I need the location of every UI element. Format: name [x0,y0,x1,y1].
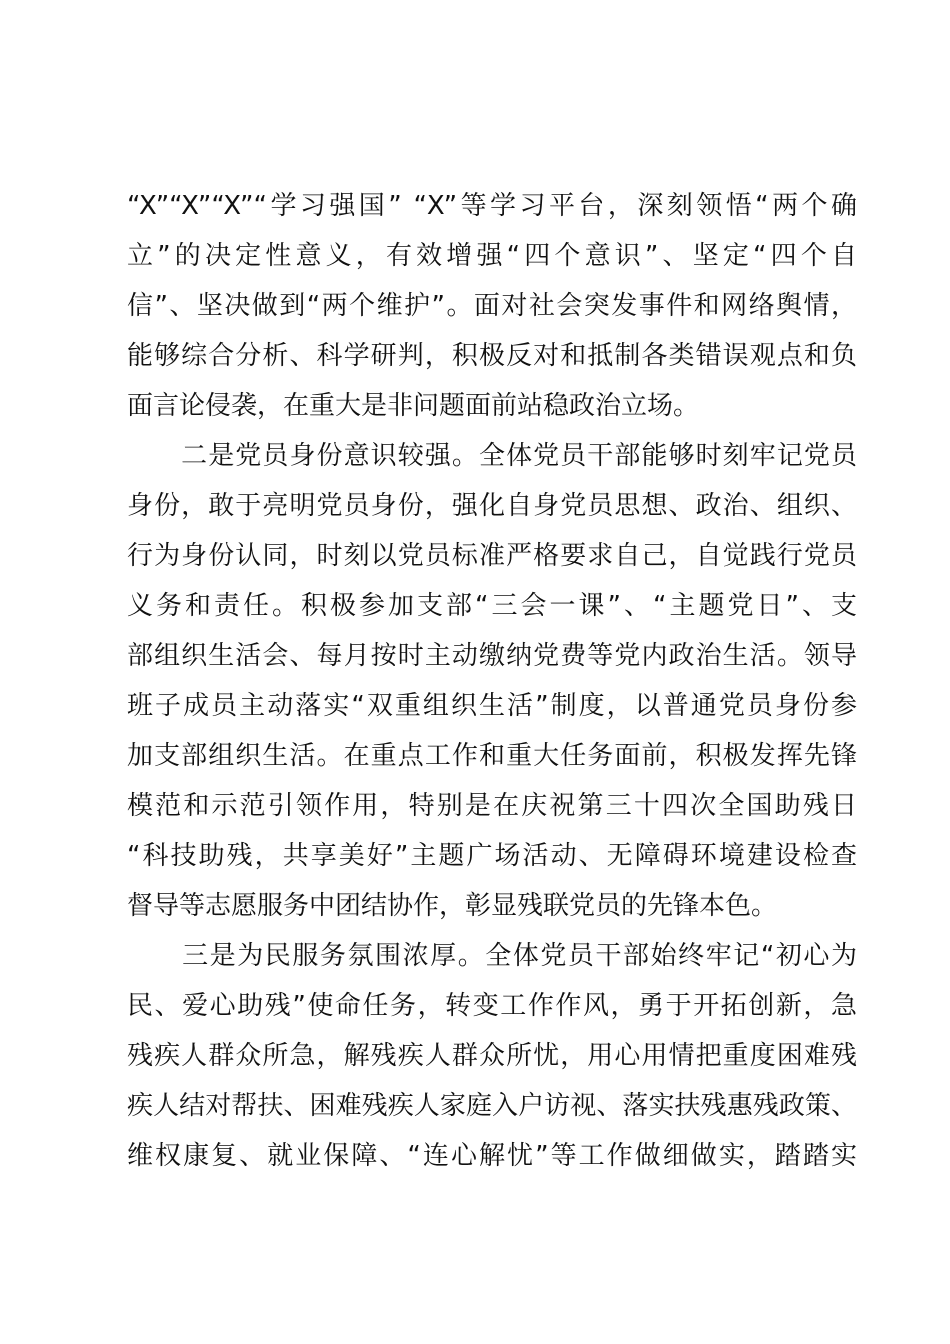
text-line: “科技助残，共享美好”主题广场活动、无障碍环境建设检查 [127,841,857,871]
paragraph-2 [127,431,857,931]
text-line: 班子成员主动落实“双重组织生活”制度，以普通党员身份参 [127,691,857,721]
text-line: 维权康复、就业保障、“连心解忧”等工作做细做实，踏踏实 [127,1141,857,1171]
text-line: 二是党员身份意识较强。全体党员干部能够时刻牢记党员 [127,441,857,471]
text-line: 督导等志愿服务中团结协作，彰显残联党员的先锋本色。 [127,891,778,921]
text-line: 残疾人群众所急，解残疾人群众所忧，用心用情把重度困难残 [127,1041,857,1071]
body-text [127,181,857,1181]
paragraph-1 [127,181,857,431]
text-line: 能够综合分析、科学研判，积极反对和抵制各类错误观点和负 [127,341,857,371]
text-line: 部组织生活会、每月按时主动缴纳党费等党内政治生活。领导 [127,641,857,671]
text-line: 身份，敢于亮明党员身份，强化自身党员思想、政治、组织、 [127,491,857,521]
text-line: 信”、坚决做到“两个维护”。面对社会突发事件和网络舆情， [127,291,857,321]
text-line: 行为身份认同，时刻以党员标准严格要求自己，自觉践行党员 [127,541,857,571]
paragraph-3 [127,931,857,1181]
text-line: 模范和示范引领作用，特别是在庆祝第三十四次全国助残日 [127,791,857,821]
text-line: 疾人结对帮扶、困难残疾人家庭入户访视、落实扶残惠残政策、 [127,1091,857,1121]
text-line: 义务和责任。积极参加支部“三会一课”、“主题党日”、支 [127,591,857,621]
text-line: 民、爱心助残”使命任务，转变工作作风，勇于开拓创新，急 [127,991,857,1021]
text-line: 三是为民服务氛围浓厚。全体党员干部始终牢记“初心为 [127,941,857,971]
text-line: 立”的决定性意义，有效增强“四个意识”、坚定“四个自 [127,241,857,271]
text-line: “X”“X”“X”“学习强国” “X”等学习平台，深刻领悟“两个确 [127,191,857,221]
text-line: 面言论侵袭，在重大是非问题面前站稳政治立场。 [127,391,700,421]
text-line: 加支部组织生活。在重点工作和重大任务面前，积极发挥先锋 [127,741,857,771]
